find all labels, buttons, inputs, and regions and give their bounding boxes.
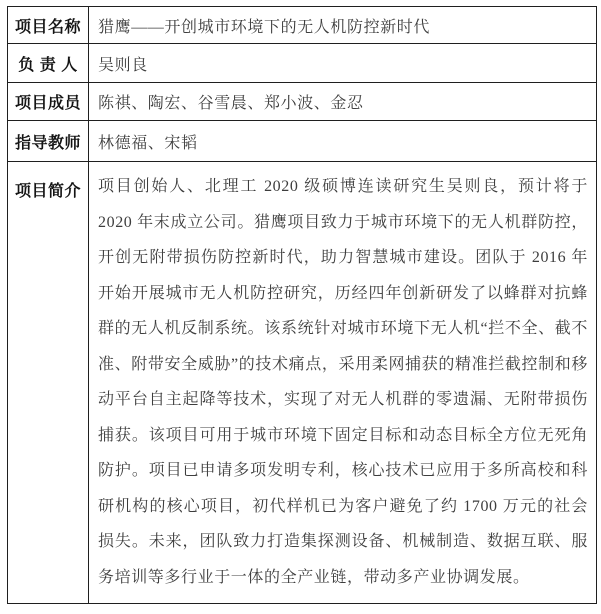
table-row-project-name — [8, 7, 597, 44]
leader-value: 吴则良 — [89, 44, 597, 83]
project-name-value: 猎鹰——开创城市环境下的无人机防控新时代 — [89, 7, 597, 44]
table-row-advisors — [8, 121, 597, 162]
members-value: 陈祺、陶宏、谷雪晨、郑小波、金忍 — [89, 83, 597, 121]
advisors-value: 林德福、宋韬 — [89, 121, 597, 162]
project-info-table — [7, 6, 597, 604]
table-row-members — [8, 83, 597, 121]
leader-label: 负 责 人 — [8, 44, 89, 83]
members-label: 项目成员 — [8, 83, 89, 121]
table-row-leader — [8, 44, 597, 83]
advisors-label: 指导教师 — [8, 121, 89, 162]
project-name-label: 项目名称 — [8, 7, 89, 44]
introduction-label: 项目简介 — [8, 162, 89, 604]
introduction-value: 项目创始人、北理工 2020 级硕博连读研究生吴则良，预计将于 2020 年末成立公司。猎鹰项目致力于城市环境下的无人机群防控，开创无附带损伤防控新时代，助力智慧城市建设。团队于 2016 年开始开展城市无人机防控研究，历经四年创新研发了以蜂群对抗蜂群的无人机反制系统。该系统针对城市环境下无人机“拦不全、截不准、附带安全威胁”的技术痛点，采用柔网捕获的精准拦截控制和移动平台自主起降等技术，实现了对无人机群的零遗漏、无附带损伤捕获。该项目可用于城市环境下固定目标和动态目标全方位无死角防护。项目已申请多项发明专利，核心技术已应用于多所高校和科研机构的核心项目，初代样机已为客户避免了约 1700 万元的社会损失。未来，团队致力打造集探测设备、机械制造、数据互联、服务培训等多行业于一体的全产业链，带动多产业协调发展。 — [89, 162, 597, 604]
table-row-introduction — [8, 162, 597, 604]
